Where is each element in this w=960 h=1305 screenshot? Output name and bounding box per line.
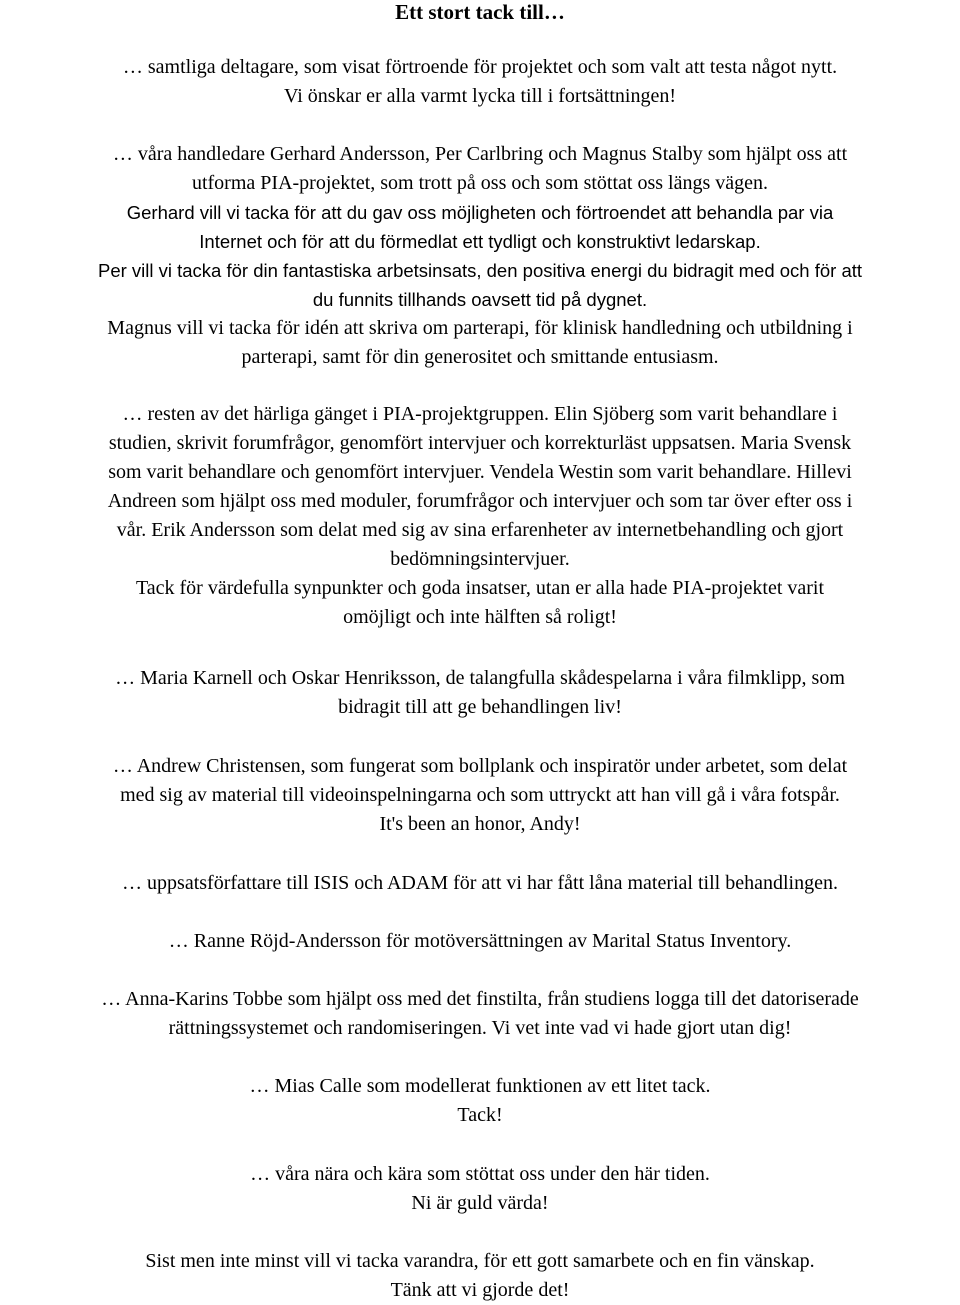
text-line: Per vill vi tacka för din fantastiska arbetsinsats, den positiva energi du bidragit med och för att — [97, 260, 863, 281]
paragraph-calle — [0, 1072, 960, 1130]
text-line: Andreen som hjälpt oss med moduler, forumfrågor och intervjuer och som tar över efter oss i — [107, 490, 853, 512]
text-line: med sig av material till videoinspelningarna och som uttryckt att han vill gå i våra fotspår. — [120, 784, 840, 806]
paragraph-tobbe — [0, 985, 960, 1043]
text-line: Vi önskar er alla varmt lycka till i fortsättningen! — [283, 85, 676, 107]
text-line: Internet och för att du förmedlat ett tydligt och konstruktivt ledarskap. — [199, 231, 761, 252]
text-line: … våra nära och kära som stöttat oss under den här tiden. — [250, 1163, 710, 1185]
text-line: … Ranne Röjd-Andersson för motöversättningen av Marital Status Inventory. — [168, 930, 792, 952]
text-line: rättningssystemet och randomiseringen. Vi vet inte vad vi hade gjort utan dig! — [168, 1017, 792, 1039]
text-line: parterapi, samt för din generositet och smittande entusiasm. — [241, 346, 719, 368]
text-line: … Andrew Christensen, som fungerat som bollplank och inspiratör under arbetet, som delat — [112, 755, 848, 777]
page-title: Ett stort tack till… — [395, 0, 565, 24]
text-line: omöjligt och inte hälften så roligt! — [343, 606, 617, 628]
text-line: Tack för värdefulla synpunkter och goda insatser, utan er alla hade PIA-projektet varit — [135, 577, 825, 599]
paragraph-ranne — [0, 927, 960, 956]
paragraph-authors — [0, 869, 960, 898]
text-line: bedömningsintervjuer. — [390, 548, 570, 570]
text-line: Tänk att vi gjorde det! — [390, 1279, 570, 1301]
text-line: Tack! — [457, 1104, 503, 1126]
text-line: It's been an honor, Andy! — [379, 813, 581, 835]
text-line: … Maria Karnell och Oskar Henriksson, de talangfulla skådespelarna i våra filmklipp, som — [115, 667, 845, 689]
text-line: Gerhard vill vi tacka för att du gav oss möjligheten och förtroendet att behandla par via — [126, 202, 834, 223]
text-line: vår. Erik Andersson som delat med sig av sina erfarenheter av internetbehandling och gjort — [116, 519, 844, 541]
text-line: som varit behandlare och genomfört intervjuer. Vendela Westin som varit behandlare. Hillevi — [108, 461, 852, 483]
text-line: Ni är guld värda! — [411, 1192, 549, 1214]
text-line: … Anna-Karins Tobbe som hjälpt oss med det finstilta, från studiens logga till det datoriserade — [101, 988, 859, 1010]
text-line: … samtliga deltagare, som visat förtroende för projektet och som valt att testa något nytt. — [122, 56, 838, 78]
text-line: … uppsatsförfattare till ISIS och ADAM för att vi har fått låna material till behandlingen. — [122, 872, 838, 894]
paragraph-each-other — [0, 1247, 960, 1305]
paragraph-project-group — [0, 400, 960, 632]
paragraph-andrew — [0, 752, 960, 839]
text-line: Magnus vill vi tacka för idén att skriva om parterapi, för klinisk handledning och utbildning i — [107, 317, 853, 339]
paragraph-supervisors — [0, 140, 960, 372]
paragraph-participants — [0, 53, 960, 111]
text-line: bidragit till att ge behandlingen liv! — [338, 696, 622, 718]
paragraph-family — [0, 1160, 960, 1218]
text-line: studien, skrivit forumfrågor, genomfört intervjuer och korrekturläst uppsatsen. Maria Svensk — [108, 432, 852, 454]
text-line: Sist men inte minst vill vi tacka varandra, för ett gott samarbete och en fin vänskap. — [145, 1250, 815, 1272]
text-line: utforma PIA-projektet, som trott på oss och som stöttat oss längs vägen. — [191, 172, 769, 194]
text-line: … Mias Calle som modellerat funktionen av ett litet tack. — [249, 1075, 711, 1097]
text-line: du funnits tillhands oavsett tid på dygnet. — [312, 289, 648, 310]
text-line: … våra handledare Gerhard Andersson, Per Carlbring och Magnus Stalby som hjälpt oss att — [112, 143, 848, 165]
paragraph-actors — [0, 664, 960, 722]
text-line: … resten av det härliga gänget i PIA-projektgruppen. Elin Sjöberg som varit behandlare i — [122, 403, 838, 425]
